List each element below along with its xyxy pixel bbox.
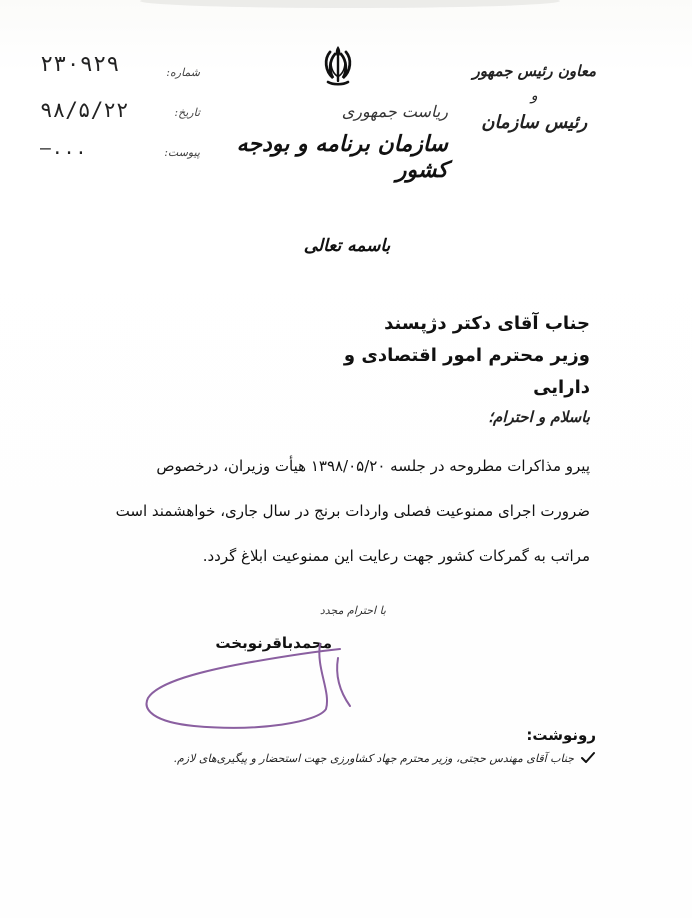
letter-number: ۲۳۰۹۲۹ — [40, 52, 120, 77]
organization-name: سازمان برنامه و بودجه کشور — [236, 131, 448, 183]
letterhead — [228, 42, 448, 183]
letter-date-row — [40, 92, 200, 132]
invocation-heading: باسمه تعالی — [303, 236, 391, 256]
letter-date-label: تاریخ: — [174, 106, 200, 119]
sender-title-line2: رئیس سازمان — [481, 112, 588, 133]
body-line-3: مراتب به گمرکات کشور جهت رعایت این ممنوعیت ابلاغ گردد. — [202, 547, 590, 565]
closing-line: با احترام مجدد — [319, 604, 386, 617]
letter-meta — [40, 52, 200, 172]
sender-title-line1: معاون رئیس جمهور — [472, 62, 596, 80]
addressee-title: وزیر محترم امور اقتصادی و دارایی — [343, 345, 590, 398]
presidency-label: ریاست جمهوری — [341, 102, 448, 121]
letter-attachment-row — [40, 132, 200, 172]
sender-title-conjunction: و — [530, 88, 538, 104]
signer-name: محمدباقرنوبخت — [215, 634, 332, 652]
check-icon — [580, 750, 596, 766]
addressee-name: جناب آقای دکتر دژپسند — [384, 313, 590, 334]
letter-number-row — [40, 52, 200, 92]
letter-number-label: شماره: — [166, 66, 200, 79]
handwritten-signature — [130, 630, 370, 740]
letter-date: ۹۸/۵/۲۲ — [40, 98, 129, 122]
greeting-line: باسلام و احترام؛ — [488, 408, 590, 426]
addressee-block — [290, 308, 590, 404]
letter-attachment-label: پیوست: — [164, 146, 200, 159]
body-line-1: پیرو مذاکرات مطروحه در جلسه ۱۳۹۸/۰۵/۲۰ هیأت وزیران، درخصوص — [156, 457, 590, 475]
iran-emblem-icon — [313, 42, 363, 90]
sender-title-block — [473, 62, 596, 133]
cc-item — [76, 750, 596, 766]
cc-title: رونوشت: — [526, 726, 596, 744]
letter-attachment: —... — [40, 138, 88, 159]
page-top-shadow — [140, 0, 560, 8]
cc-item-text: جناب آقای مهندس حجتی، وزیر محترم جهاد کشاورزی جهت استحضار و پیگیری‌های لازم. — [173, 751, 574, 765]
body-line-2: ضرورت اجرای ممنوعیت فصلی واردات برنج در سال جاری، خواهشمند است — [115, 502, 590, 520]
letter-body — [100, 444, 590, 579]
